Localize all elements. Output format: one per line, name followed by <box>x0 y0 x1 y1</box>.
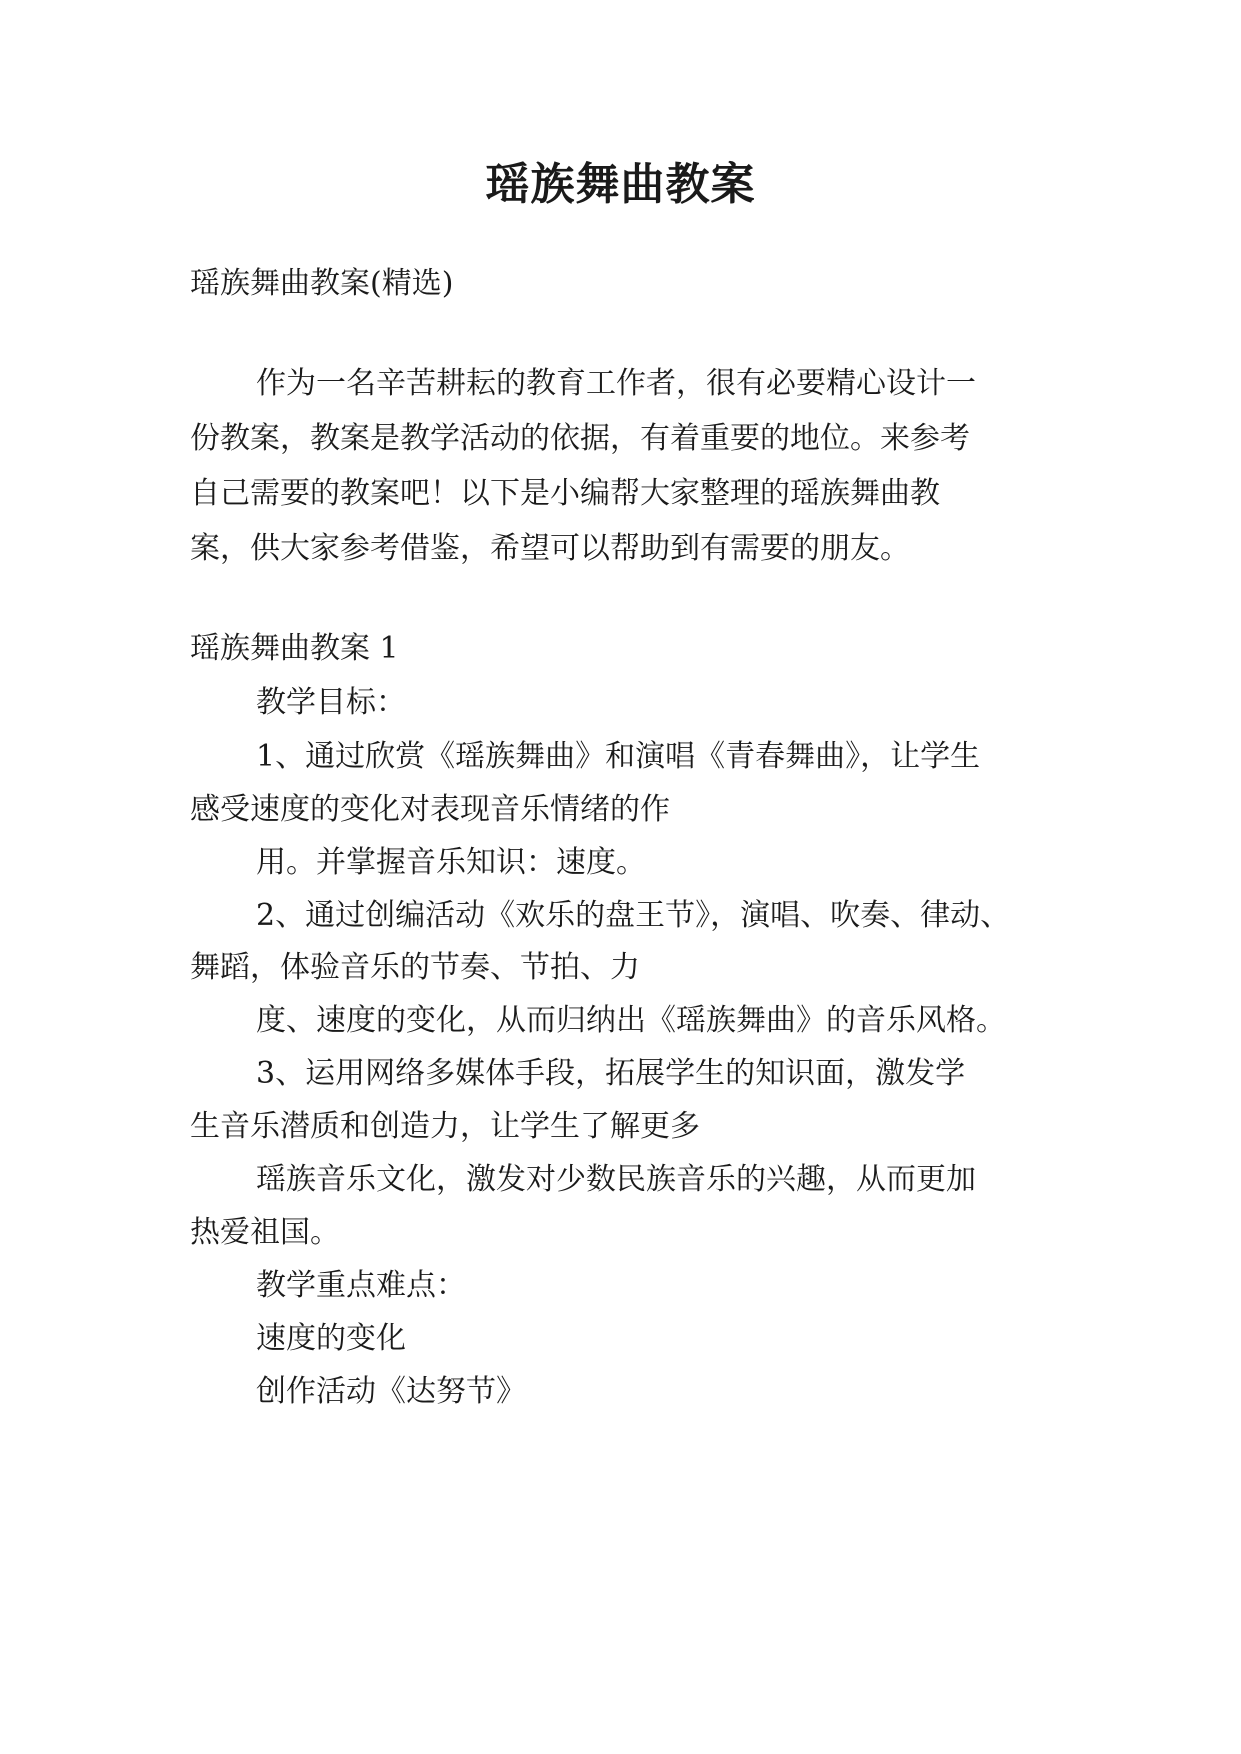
document-subtitle: 瑶族舞曲教案(精选) <box>190 266 454 301</box>
document-title: 瑶族舞曲教案 <box>485 159 756 210</box>
body-line: 生音乐潜质和创造力，让学生了解更多 <box>190 1109 700 1144</box>
body-line: 3、运用网络多媒体手段，拓展学生的知识面，激发学 <box>256 1056 966 1091</box>
intro-line: 份教案，教案是教学活动的依据，有着重要的地位。来参考 <box>190 421 970 456</box>
body-line: 用。并掌握音乐知识：速度。 <box>256 845 646 880</box>
body-line: 速度的变化 <box>256 1321 406 1356</box>
body-line: 舞蹈，体验音乐的节奏、节拍、力 <box>190 950 640 985</box>
section-heading: 瑶族舞曲教案 1 <box>190 631 399 666</box>
body-line: 教学重点难点： <box>256 1268 466 1303</box>
body-line: 度、速度的变化，从而归纳出《瑶族舞曲》的音乐风格。 <box>256 1003 1006 1038</box>
intro-line: 案，供大家参考借鉴，希望可以帮助到有需要的朋友。 <box>190 531 910 566</box>
intro-line: 作为一名辛苦耕耘的教育工作者，很有必要精心设计一 <box>256 366 976 401</box>
body-line: 热爱祖国。 <box>190 1215 340 1250</box>
body-line: 创作活动《达努节》 <box>256 1374 526 1409</box>
body-line: 1、通过欣赏《瑶族舞曲》和演唱《青春舞曲》，让学生 <box>256 739 981 774</box>
intro-line: 自己需要的教案吧！以下是小编帮大家整理的瑶族舞曲教 <box>190 476 940 511</box>
body-line: 2、通过创编活动《欢乐的盘王节》，演唱、吹奏、律动、 <box>256 898 1011 933</box>
body-line: 教学目标： <box>256 685 406 720</box>
body-line: 瑶族音乐文化，激发对少数民族音乐的兴趣，从而更加 <box>256 1162 976 1197</box>
body-line: 感受速度的变化对表现音乐情绪的作 <box>190 792 670 827</box>
